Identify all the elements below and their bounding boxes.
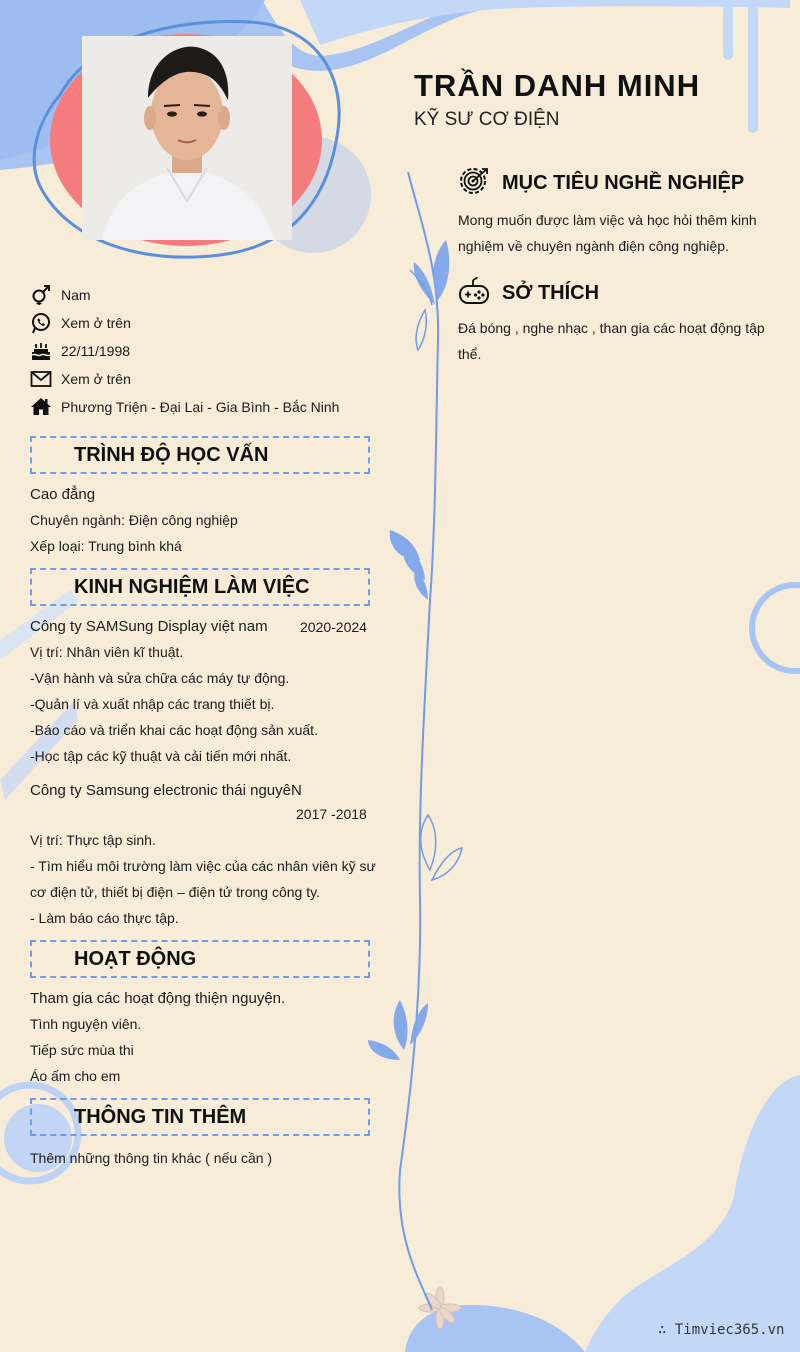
job-detail-line: Vị trí: Nhân viên kĩ thuật. [30,644,184,660]
birthday-cake-icon [30,340,52,362]
activity-line: Tiếp sức mùa thi [30,1042,134,1058]
job-detail-line: -Học tập các kỹ thuật và cải tiến mới nhất. [30,748,292,764]
job-detail-line: -Báo cáo và triển khai các hoạt động sản xuất. [30,722,318,738]
job-company: Công ty Samsung electronic thái nguyêN [30,782,302,799]
education-line: Xếp loại: Trung bình khá [30,538,182,554]
job-title: KỸ SƯ CƠ ĐIỆN [414,109,560,130]
job-detail-line: - Làm báo cáo thực tập. [30,910,179,926]
activities-section-header [30,940,370,978]
job-detail-line: - Tìm hiểu môi trường làm việc của các nhân viên kỹ sư [30,858,376,874]
email-icon [30,368,52,390]
hobbies-text: Đá bóng , nghe nhạc , than gia các hoạt động tập thể. [458,320,765,362]
objective-text: Mong muốn được làm việc và học hỏi thêm kinh nghiệm về chuyên ngành điện công nghiệp. [458,212,757,254]
experience-heading: KINH NGHIỆM LÀM VIỆC [74,576,310,598]
job-company: Công ty SAMSung Display việt nam [30,618,268,635]
education-heading: TRÌNH ĐỘ HỌC VẤN [74,444,269,466]
activity-line: Tình nguyện viên. [30,1016,142,1032]
job-detail-line: -Quản lí và xuất nhập các trang thiết bị. [30,696,275,712]
target-gear-icon [458,166,490,201]
watermark: ∴ Timviec365.vn [658,1322,785,1338]
profile-photo [82,36,292,240]
contact-phone-text: Xem ở trên [61,315,131,331]
contact-phone [30,312,131,334]
additional-line: Thêm những thông tin khác ( nếu cần ) [30,1150,273,1166]
hobbies-heading: SỞ THÍCH [502,282,600,304]
job-period: 2020-2024 [300,619,367,635]
additional-section-header [30,1098,370,1136]
contact-email [30,368,131,390]
education-line: Cao đẳng [30,486,96,503]
job-period: 2017 -2018 [296,806,367,822]
job-detail-line: cơ điện tử, thiết bị điện – điện tử trong công ty. [30,884,320,900]
gender-icon [30,284,52,306]
candidate-name: TRẦN DANH MINH [414,68,701,103]
objective-heading: MỤC TIÊU NGHỀ NGHIỆP [502,172,745,194]
contact-gender-text: Nam [61,287,91,303]
job-detail-line: -Vận hành và sửa chữa các máy tự động. [30,670,290,686]
contact-gender [30,284,91,306]
phone-icon [30,312,52,334]
education-line: Chuyên ngành: Điện công nghiệp [30,512,238,528]
job-detail-line: Vị trí: Thực tập sinh. [30,832,156,848]
experience-section-header [30,568,370,606]
contact-email-text: Xem ở trên [61,371,131,387]
activity-line: Tham gia các hoạt động thiện nguyện. [30,990,286,1007]
gamepad-icon [458,276,490,311]
activities-heading: HOẠT ĐỘNG [74,948,197,970]
hobbies-section-header [458,276,599,311]
education-section-header [30,436,370,474]
home-icon [30,396,52,418]
activity-line: Áo ấm cho em [30,1068,121,1084]
contact-address-text: Phương Triện - Đại Lai - Gia Bình - Bắc Ninh [61,399,340,415]
contact-birthday [30,340,130,362]
contact-address [30,396,339,418]
additional-heading: THÔNG TIN THÊM [74,1106,247,1128]
contact-birthday-text: 22/11/1998 [61,343,131,359]
objective-section-header [458,166,744,201]
